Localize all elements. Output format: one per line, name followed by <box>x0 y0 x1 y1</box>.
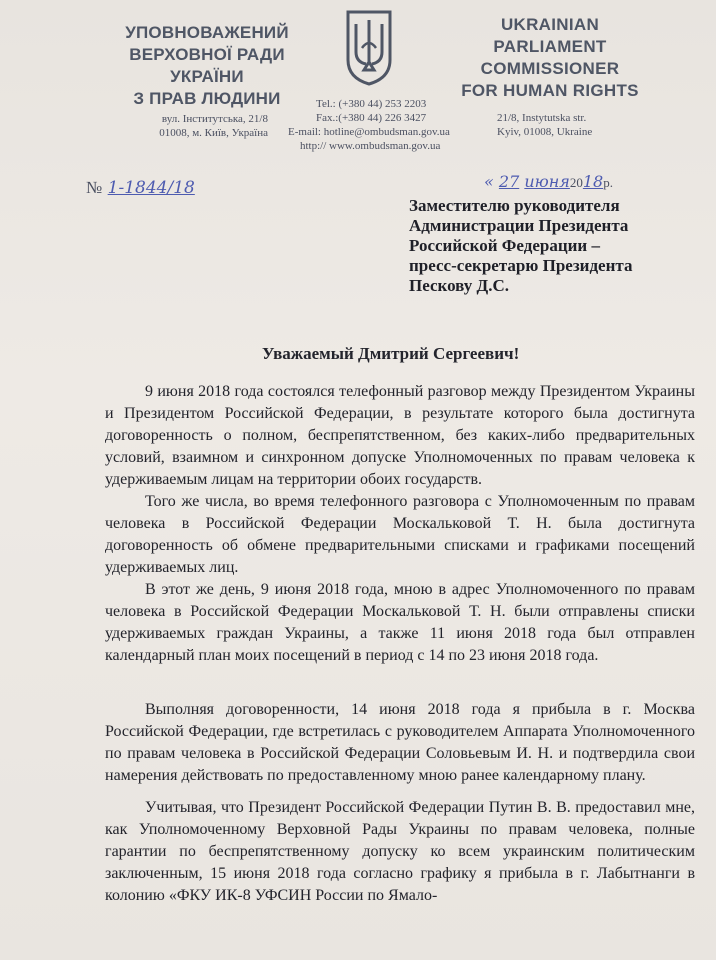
letterhead-ua-line: ВЕРХОВНОЇ РАДИ УКРАЇНИ <box>129 45 285 86</box>
date-year-prefix: 20 <box>569 175 583 190</box>
address-line: вул. Інститутська, 21/8 <box>161 113 268 125</box>
letterhead-english-title <box>425 14 675 102</box>
address-ukrainian <box>142 112 268 140</box>
letterhead-en-line: FOR HUMAN RIGHTS <box>461 81 639 100</box>
body-paragraph: 9 июня 2018 года состоялся телефонный разговор между Президентом Украины и Президентом Российской Федерации, в результате которого была достигнута договоренность о полном, беспрепятственном, без каких-либо предварительных условий, взаимном и синхронном допуске Уполномоченных по правам человека к удерживаемым лицам на территории обоих государств. <box>105 383 695 488</box>
addressee-block <box>409 196 709 296</box>
body-paragraph: В этот же день, 9 июня 2018 года, мною в адрес Уполномоченного по правам человека в Российской Федерации Москальковой Т. Н. были отправлены списки удерживаемых граждан Украины, а также 11 июня 2018 года был отправлен календарный план моих посещений в период с 14 по 23 июня 2018 года. <box>105 581 695 664</box>
letterhead-en-line: UKRAINIAN <box>500 15 600 34</box>
body-paragraph: Того же числа, во время телефонного разговора с Уполномоченным по правам человека в Российской Федерации Москальковой Т. Н. была достигнута договоренность об обмене предварительными списками и графиками посещений удерживаемых лиц. <box>105 493 695 576</box>
handwritten-number: 1-1844/18 <box>107 178 195 198</box>
date-year-suffix: 18 <box>582 172 604 191</box>
contact-block <box>288 97 478 153</box>
website-url: http:// www.ombudsman.gov.ua <box>300 140 441 152</box>
address-line: 01008, м. Київ, Україна <box>159 127 268 139</box>
letterhead-ua-line: З ПРАВ ЛЮДИНИ <box>133 89 281 108</box>
date-month: июня <box>524 172 570 191</box>
phone-number: Tel.: (+380 44) 253 2203 <box>316 98 427 110</box>
address-line: Kyiv, 01008, Ukraine <box>497 126 593 138</box>
fax-number: Fax.:(+380 44) 226 3427 <box>316 112 427 124</box>
trident-coat-of-arms-icon <box>344 8 394 86</box>
salutation: Уважаемый Дмитрий Сергеевич! <box>262 344 520 363</box>
email-address: E-mail: hotline@ombudsman.gov.ua <box>288 126 450 138</box>
address-line: 21/8, Instytutska str. <box>497 112 587 124</box>
body-paragraph: Выполняя договоренности, 14 июня 2018 года я прибыла в г. Москва Российской Федерации, где встретилась с руководителем Аппарата Уполномоченного по правам человека в Российской Федерации Соловьевым И. Н. и подтвердила свои намерения действовать по предоставленному мною ранее календарному плану. <box>105 701 695 784</box>
addressee-line: пресс-секретарю Президента <box>409 256 633 275</box>
letterhead-ukrainian-title <box>96 22 318 110</box>
addressee-line: Пескову Д.С. <box>409 276 509 295</box>
addressee-line: Администрации Президента <box>409 216 629 235</box>
letterhead-en-line: PARLIAMENT COMMISSIONER <box>480 37 620 78</box>
date-quote: « <box>484 172 494 191</box>
addressee-line: Заместителю руководителя <box>409 196 620 215</box>
number-sign: № <box>86 178 103 197</box>
letterhead-ua-line: УПОВНОВАЖЕНИЙ <box>125 23 289 42</box>
address-english <box>497 111 627 139</box>
addressee-line: Российской Федерации – <box>409 236 600 255</box>
reference-number <box>86 178 195 198</box>
date-day: 27 <box>498 172 520 191</box>
letter-date <box>484 172 613 191</box>
date-suffix: р. <box>603 175 613 190</box>
body-paragraph: Учитывая, что Президент Российской Федерации Путин В. В. предоставил мне, как Уполномоченному Верховной Рады Украины по правам человека, полные гарантии по беспрепятственному допуску ко всем украинским политическим заключенным, 15 июня 2018 года согласно графику я прибыла в г. Лабытнанги в колонию «ФКУ ИК-8 УФСИН России по Ямало- <box>105 799 695 904</box>
